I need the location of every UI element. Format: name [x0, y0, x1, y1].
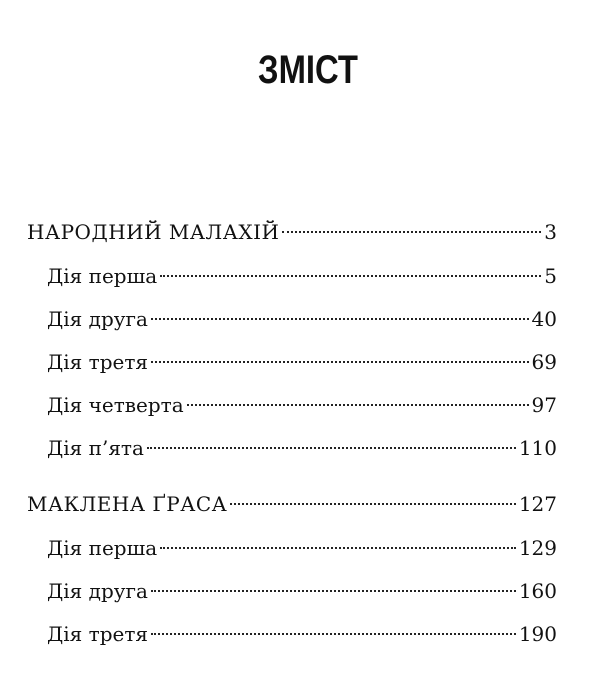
toc-act-title: Дія перша [47, 264, 158, 288]
toc-act-title: Дія друга [47, 307, 148, 331]
toc-act-title: Дія четверта [47, 393, 184, 417]
toc-page-number: 5 [544, 264, 557, 288]
toc-section-entry[interactable] [27, 485, 557, 517]
toc-page-number: 129 [518, 536, 557, 560]
dot-leader [151, 572, 516, 598]
toc-act-entry[interactable] [47, 257, 557, 289]
toc-page-number: 69 [531, 350, 557, 374]
dot-leader [230, 485, 515, 511]
dot-leader [151, 300, 529, 326]
toc-act-entry[interactable] [47, 529, 557, 561]
dot-leader [151, 615, 516, 641]
toc-page-number: 97 [531, 393, 557, 417]
toc-act-title: Дія п’ята [47, 436, 144, 460]
toc-act-entry[interactable] [47, 300, 557, 332]
toc-page-number: 127 [518, 492, 557, 516]
dot-leader [187, 386, 529, 412]
page-title: ЗМІСТ [258, 48, 358, 92]
toc-page-number: 160 [518, 579, 557, 603]
toc-page-number: 190 [518, 622, 557, 646]
toc-act-title: Дія третя [47, 350, 149, 374]
toc-act-entry[interactable] [47, 386, 557, 418]
dot-leader [147, 429, 516, 455]
toc-act-title: Дія друга [47, 579, 148, 603]
toc-act-title: Дія перша [47, 536, 158, 560]
toc-page-number: 110 [518, 436, 557, 460]
dot-leader [160, 257, 541, 283]
toc-section-entry[interactable] [27, 213, 557, 245]
toc-act-title: Дія третя [47, 622, 149, 646]
toc-act-entry[interactable] [47, 343, 557, 375]
toc-act-entry[interactable] [47, 572, 557, 604]
toc-page-number: 40 [531, 307, 557, 331]
toc-act-entry[interactable] [47, 615, 557, 647]
dot-leader [151, 343, 529, 369]
dot-leader [282, 213, 541, 239]
dot-leader [160, 529, 516, 555]
toc-page-number: 3 [544, 220, 557, 244]
toc-section-title: МАКЛЕНА ҐРАСА [27, 492, 228, 516]
toc-section-title: НАРОДНИЙ МАЛАХІЙ [27, 220, 280, 244]
toc-act-entry[interactable] [47, 429, 557, 461]
